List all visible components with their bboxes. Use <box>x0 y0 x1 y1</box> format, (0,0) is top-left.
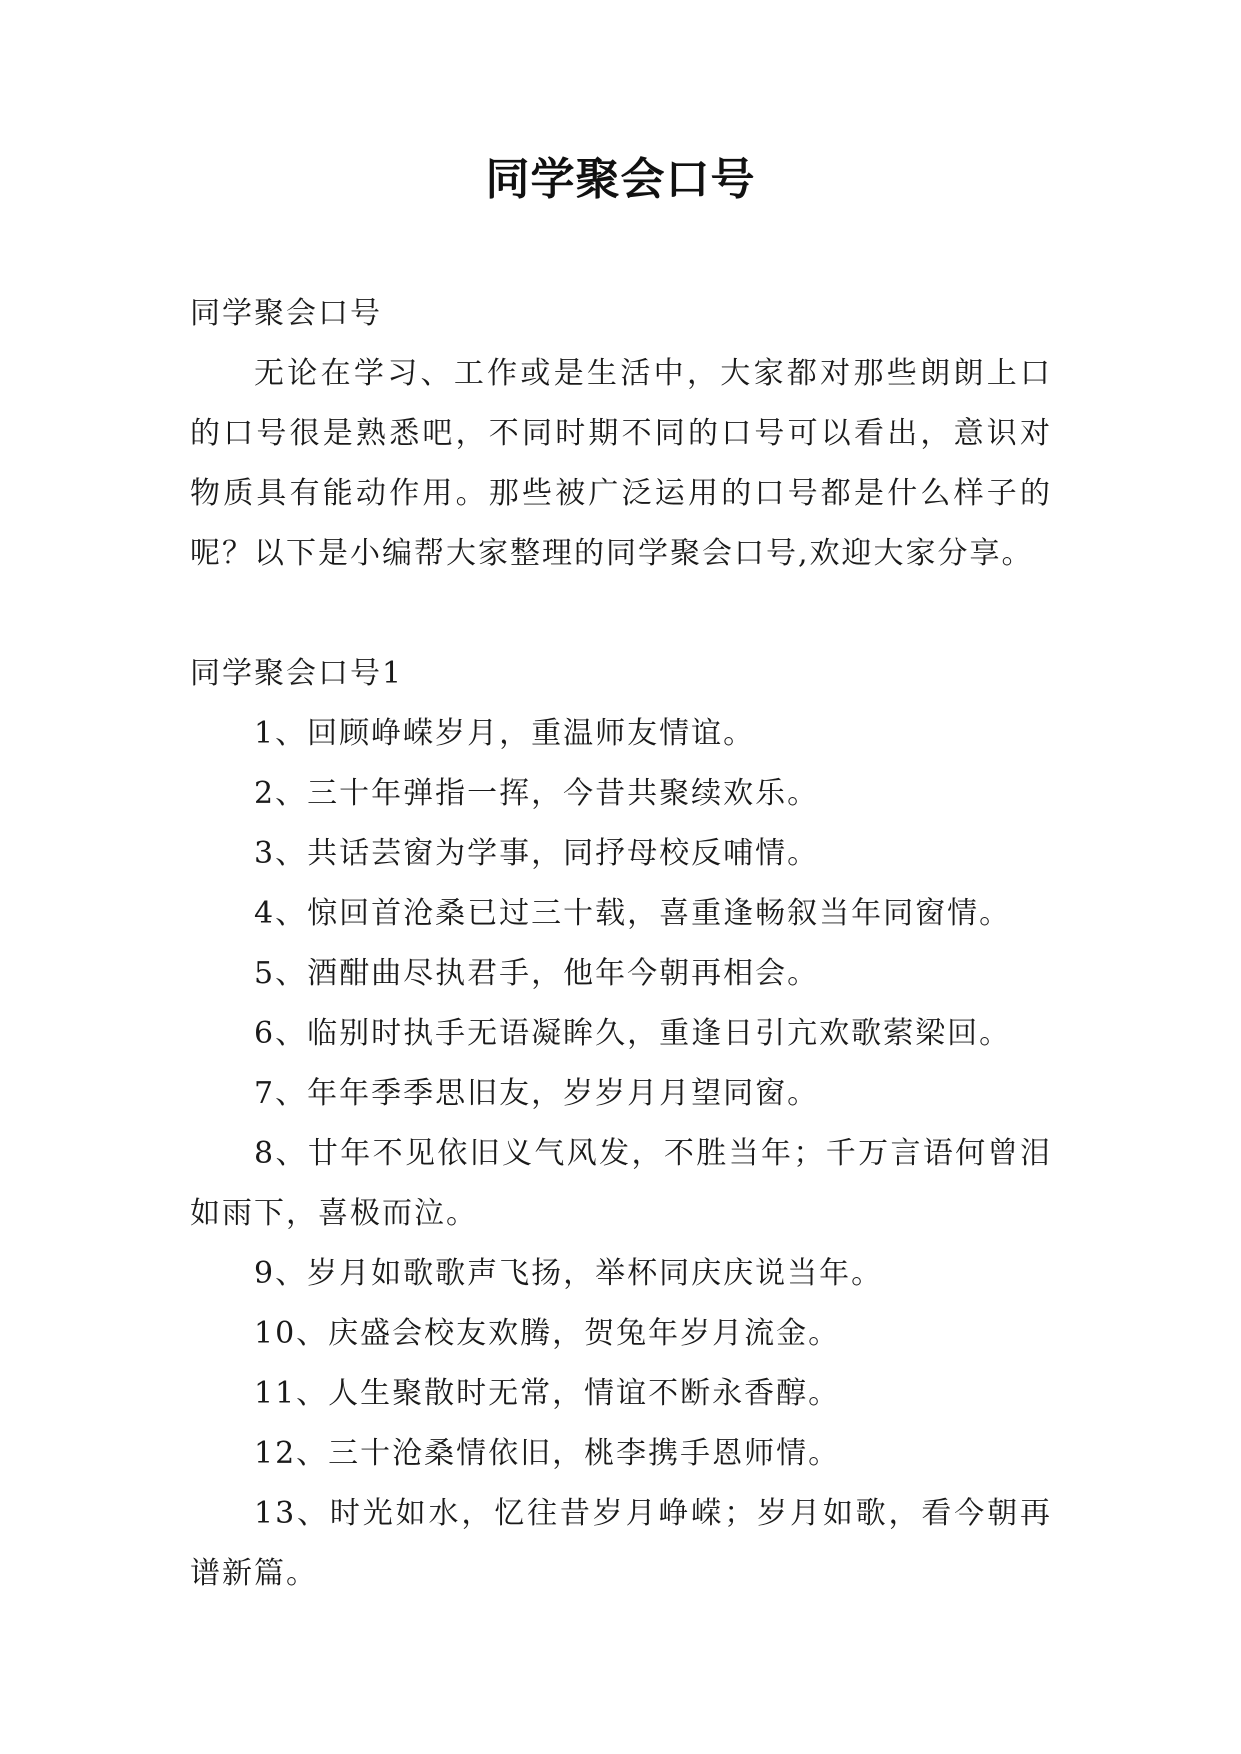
slogan-item: 4、惊回首沧桑已过三十载，喜重逢畅叙当年同窗情。 <box>254 896 1012 931</box>
slogan-list <box>190 704 1052 1604</box>
document-body <box>190 284 1052 1604</box>
slogan-item: 5、酒酣曲尽执君手，他年今朝再相会。 <box>254 956 820 991</box>
slogan-item: 6、临别时执手无语凝眸久，重逢日引亢欢歌萦梁回。 <box>254 1016 1012 1051</box>
slogan-item: 8、廿年不见依旧义气风发，不胜当年；千万言语何曾泪如雨下，喜极而泣。 <box>190 1136 1052 1231</box>
document-title: 同学聚会口号 <box>485 154 756 205</box>
intro-heading: 同学聚会口号 <box>190 296 382 331</box>
slogan-item: 13、时光如水，忆往昔岁月峥嵘；岁月如歌，看今朝再谱新篇。 <box>190 1496 1052 1591</box>
intro-paragraph: 无论在学习、工作或是生活中，大家都对那些朗朗上口的口号很是熟悉吧，不同时期不同的口号可以看出，意识对物质具有能动作用。那些被广泛运用的口号都是什么样子的呢？以下是小编帮大家整理的同学聚会口号,欢迎大家分享。 <box>190 356 1052 571</box>
slogan-item: 2、三十年弹指一挥，今昔共聚续欢乐。 <box>254 776 820 811</box>
slogan-item: 7、年年季季思旧友，岁岁月月望同窗。 <box>254 1076 820 1111</box>
section-heading: 同学聚会口号1 <box>190 656 404 691</box>
slogan-item: 3、共话芸窗为学事，同抒母校反哺情。 <box>254 836 820 871</box>
section-spacer <box>190 584 1052 644</box>
slogan-item: 11、人生聚散时无常，情谊不断永香醇。 <box>254 1376 841 1411</box>
slogan-item: 9、岁月如歌歌声飞扬，举杯同庆庆说当年。 <box>254 1256 884 1291</box>
slogan-item: 1、回顾峥嵘岁月，重温师友情谊。 <box>254 716 756 751</box>
slogan-item: 10、庆盛会校友欢腾，贺兔年岁月流金。 <box>254 1316 841 1351</box>
slogan-item: 12、三十沧桑情依旧，桃李携手恩师情。 <box>254 1436 841 1471</box>
